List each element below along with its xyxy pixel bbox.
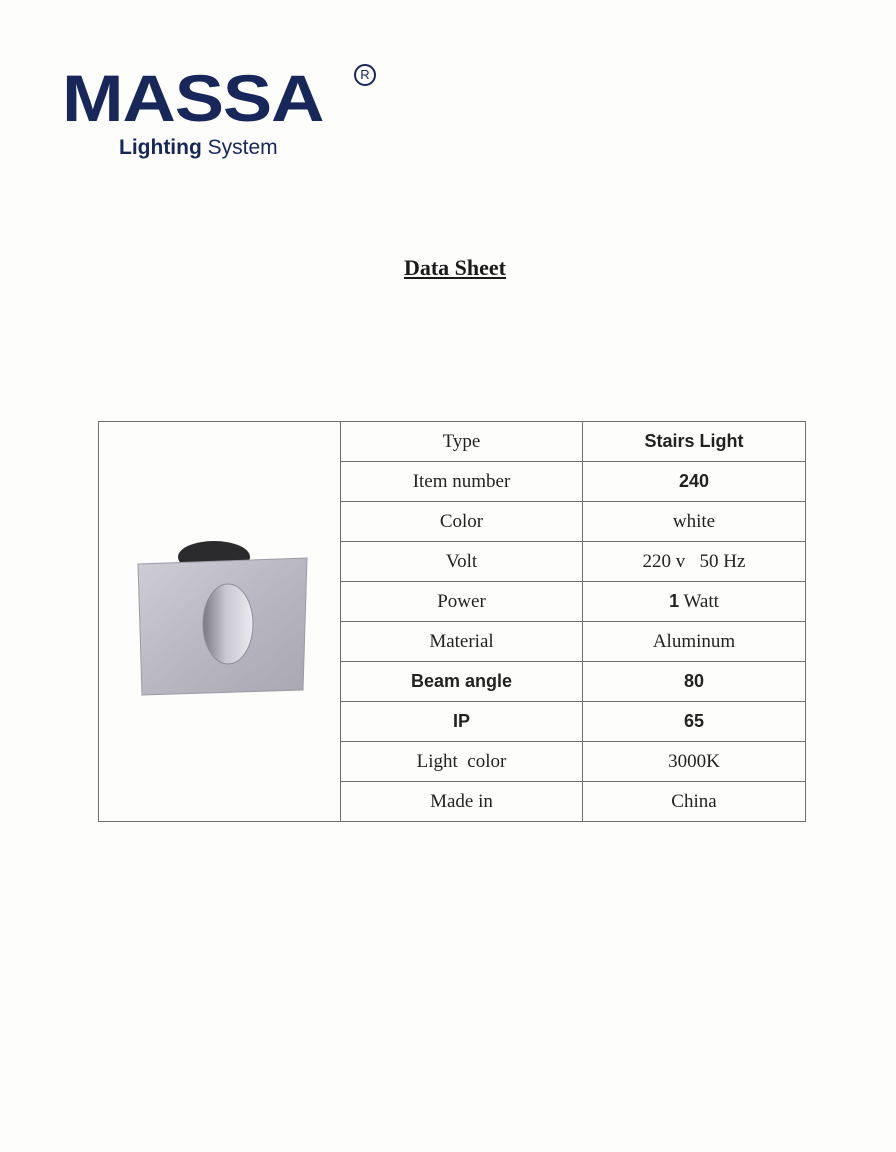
spec-label: Volt xyxy=(341,542,583,582)
power-unit: Watt xyxy=(679,590,719,612)
registered-mark-icon: R xyxy=(354,64,376,86)
spec-label: Material xyxy=(341,622,583,662)
table-row xyxy=(99,422,806,462)
logo-tagline xyxy=(119,136,278,160)
spec-table xyxy=(98,421,806,822)
spec-value: China xyxy=(583,782,806,822)
spec-value: 3000K xyxy=(583,742,806,782)
spec-value: 80 xyxy=(583,662,806,702)
spec-label: Light color xyxy=(341,742,583,782)
product-photo-cell xyxy=(99,422,341,822)
spec-value xyxy=(583,582,806,622)
logo-wordmark: MASSA xyxy=(62,61,324,135)
spec-value: white xyxy=(583,502,806,542)
company-logo xyxy=(62,62,392,172)
spec-value: 220 v 50 Hz xyxy=(583,542,806,582)
spec-label: Power xyxy=(341,582,583,622)
spec-value: 65 xyxy=(583,702,806,742)
spec-label: Beam angle xyxy=(341,662,583,702)
document-title: Data Sheet xyxy=(403,255,507,280)
spec-value: Aluminum xyxy=(583,622,806,662)
tagline-bold: Lighting xyxy=(119,136,202,159)
spec-value: Stairs Light xyxy=(583,422,806,462)
spec-label: Item number xyxy=(341,462,583,502)
tagline-rest: System xyxy=(201,136,278,159)
stair-light-photo-icon xyxy=(130,537,310,707)
power-number: 1 xyxy=(669,590,680,611)
spec-label: Type xyxy=(341,422,583,462)
spec-value: 240 xyxy=(583,462,806,502)
spec-label: IP xyxy=(341,702,583,742)
spec-label: Color xyxy=(341,502,583,542)
spec-label: Made in xyxy=(341,782,583,822)
